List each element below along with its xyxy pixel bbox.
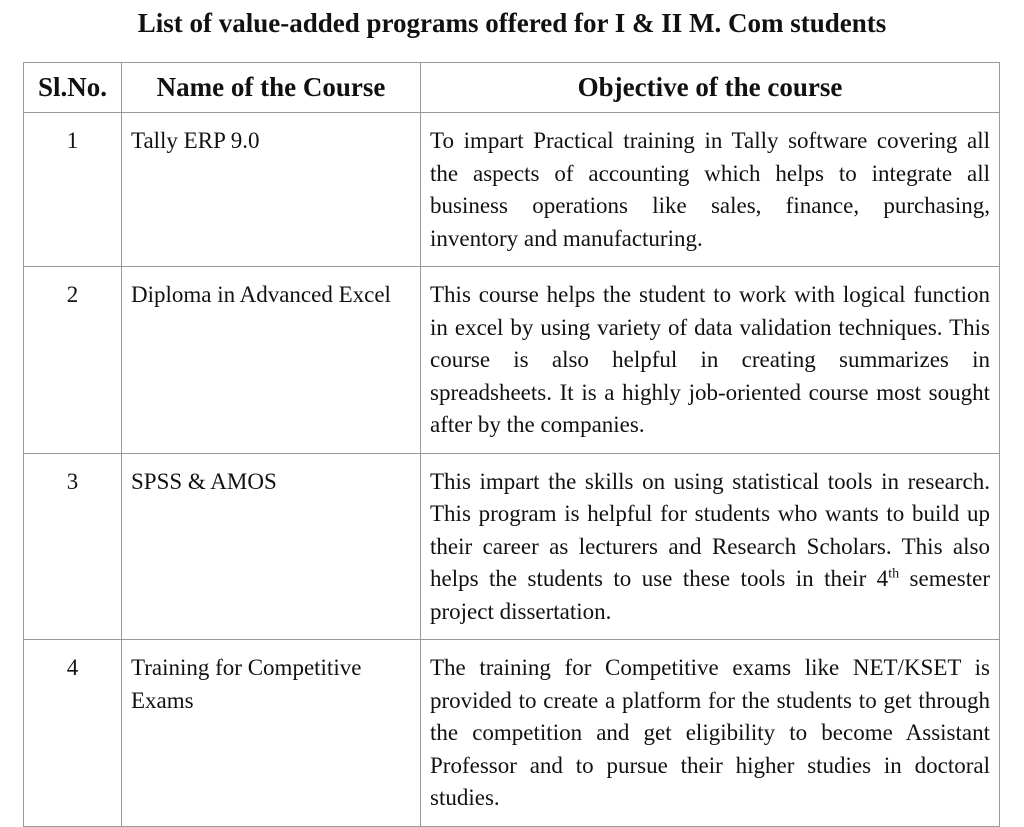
row-sl-no: 2 — [24, 267, 122, 454]
objective-text-start: This impart the skills on using statistical tools in research. This program is helpful for students who wants to build up their career as lecturers and Research Scholars. This also helps the students to use these tools in their 4 — [430, 468, 990, 591]
table-row — [24, 267, 1000, 454]
ordinal-superscript: th — [888, 566, 900, 582]
header-objective: Objective of the course — [421, 63, 1000, 113]
programs-table — [23, 62, 1000, 827]
table-row — [24, 453, 1000, 640]
row-sl-no: 1 — [24, 113, 122, 267]
table-row — [24, 113, 1000, 267]
document-title: List of value-added programs offered for I & II M. Com students — [137, 8, 887, 38]
header-sl-no: Sl.No. — [24, 63, 122, 113]
row-objective: This course helps the student to work with logical function in excel by using variety of data validation techniques. This course is also helpful in creating summarizes in spreadsheets. It is a highly job-oriented course most sought after by the companies. — [421, 267, 1000, 454]
table-header-row — [24, 63, 1000, 113]
row-course-name: Diploma in Advanced Excel — [122, 267, 421, 454]
row-sl-no: 3 — [24, 453, 122, 640]
row-objective: To impart Practical training in Tally software covering all the aspects of accounting which helps to integrate all business operations like sales, finance, purchasing, inventory and manufacturing. — [421, 113, 1000, 267]
table-row — [24, 640, 1000, 827]
row-objective: The training for Competitive exams like NET/KSET is provided to create a platform for the students to get through the competition and get eligibility to become Assistant Professor and to pursue their higher studies in doctoral studies. — [421, 640, 1000, 827]
objective-text-end: semester project dissertation. — [430, 566, 990, 624]
row-course-name: Tally ERP 9.0 — [122, 113, 421, 267]
row-sl-no: 4 — [24, 640, 122, 827]
row-objective — [421, 453, 1000, 640]
row-course-name: Training for Competitive Exams — [122, 640, 421, 827]
row-course-name: SPSS & AMOS — [122, 453, 421, 640]
header-course-name: Name of the Course — [122, 63, 421, 113]
